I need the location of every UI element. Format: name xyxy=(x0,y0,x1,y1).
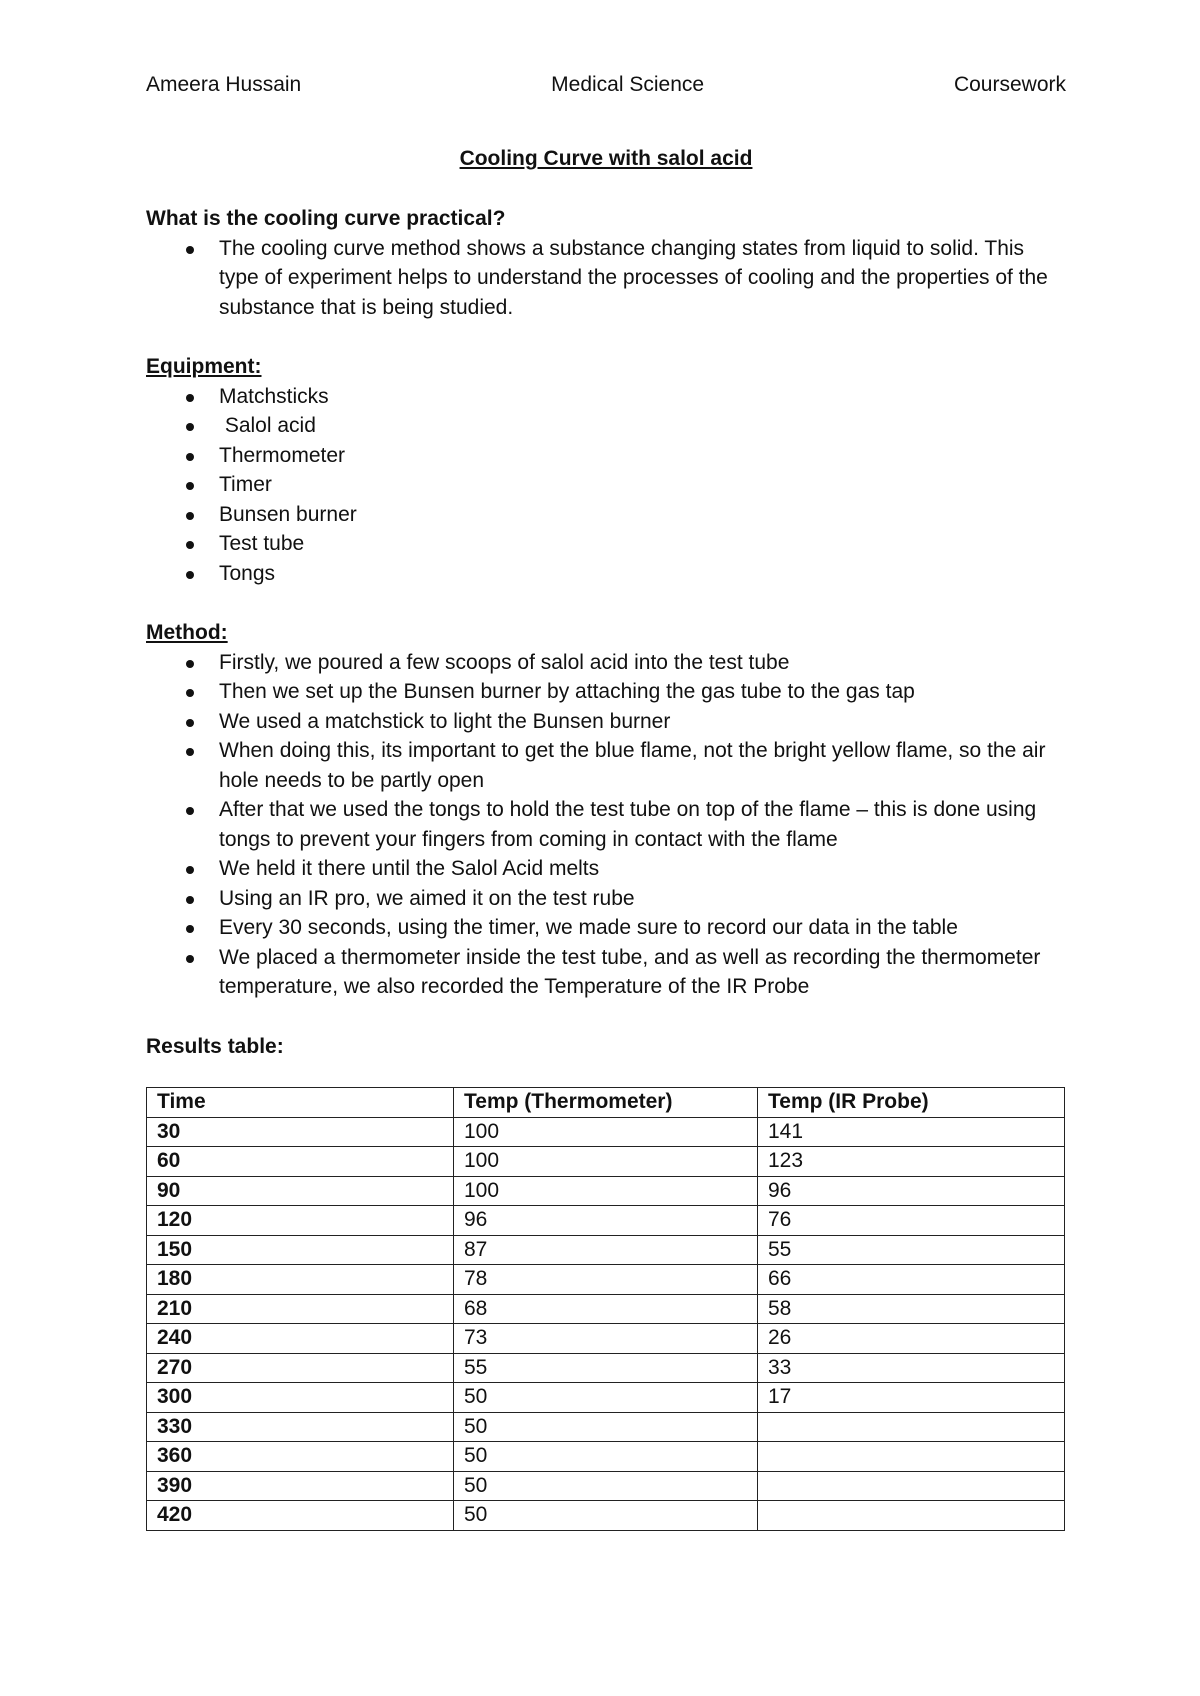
cell-thermometer-temp: 100 xyxy=(454,1176,758,1206)
table-row xyxy=(147,1501,1065,1531)
table-row xyxy=(147,1176,1065,1206)
method-step: Then we set up the Bunsen burner by attaching the gas tube to the gas tap xyxy=(146,677,1066,707)
table-row xyxy=(147,1235,1065,1265)
table-header-row xyxy=(147,1088,1065,1118)
cell-ir-probe-temp: 96 xyxy=(758,1176,1065,1206)
cell-time: 180 xyxy=(147,1265,454,1295)
method-list xyxy=(146,648,1066,1002)
cell-thermometer-temp: 50 xyxy=(454,1383,758,1413)
cell-thermometer-temp: 73 xyxy=(454,1324,758,1354)
cell-ir-probe-temp: 66 xyxy=(758,1265,1065,1295)
intro-list xyxy=(146,234,1066,323)
cell-thermometer-temp: 50 xyxy=(454,1501,758,1531)
cell-time: 360 xyxy=(147,1442,454,1472)
method-step: Using an IR pro, we aimed it on the test rube xyxy=(146,884,1066,914)
method-step: We used a matchstick to light the Bunsen burner xyxy=(146,707,1066,737)
cell-ir-probe-temp: 141 xyxy=(758,1117,1065,1147)
cell-time: 390 xyxy=(147,1471,454,1501)
header-author: Ameera Hussain xyxy=(146,73,302,96)
cell-time: 270 xyxy=(147,1353,454,1383)
equipment-item: Timer xyxy=(146,470,1066,500)
table-row xyxy=(147,1412,1065,1442)
cell-thermometer-temp: 50 xyxy=(454,1412,758,1442)
cell-thermometer-temp: 100 xyxy=(454,1147,758,1177)
table-row xyxy=(147,1353,1065,1383)
method-step: We placed a thermometer inside the test tube, and as well as recording the thermometer temperature, we also recorded the Temperature of the IR Probe xyxy=(146,943,1066,1002)
table-row xyxy=(147,1117,1065,1147)
column-header-time: Time xyxy=(147,1088,454,1118)
cell-ir-probe-temp: 123 xyxy=(758,1147,1065,1177)
column-header-thermometer: Temp (Thermometer) xyxy=(454,1088,758,1118)
table-row xyxy=(147,1324,1065,1354)
equipment-item: Matchsticks xyxy=(146,382,1066,412)
cell-thermometer-temp: 87 xyxy=(454,1235,758,1265)
results-table xyxy=(146,1087,1065,1531)
cell-thermometer-temp: 55 xyxy=(454,1353,758,1383)
table-row xyxy=(147,1147,1065,1177)
header-subject: Medical Science xyxy=(551,73,705,96)
cell-thermometer-temp: 96 xyxy=(454,1206,758,1236)
cell-time: 300 xyxy=(147,1383,454,1413)
intro-bullet: The cooling curve method shows a substance changing states from liquid to solid. This type of experiment helps to understand the processes of cooling and the properties of the substance that is being studied. xyxy=(146,234,1066,323)
table-row xyxy=(147,1294,1065,1324)
cell-time: 330 xyxy=(147,1412,454,1442)
cell-ir-probe-temp xyxy=(758,1471,1065,1501)
cell-ir-probe-temp: 17 xyxy=(758,1383,1065,1413)
equipment-item: Tongs xyxy=(146,559,1066,589)
table-row xyxy=(147,1442,1065,1472)
equipment-list xyxy=(146,382,1066,589)
table-row xyxy=(147,1265,1065,1295)
cell-time: 30 xyxy=(147,1117,454,1147)
cell-thermometer-temp: 78 xyxy=(454,1265,758,1295)
cell-time: 210 xyxy=(147,1294,454,1324)
column-header-ir-probe: Temp (IR Probe) xyxy=(758,1088,1065,1118)
method-step: After that we used the tongs to hold the test tube on top of the flame – this is done using tongs to prevent your fingers from coming in contact with the flame xyxy=(146,795,1066,854)
cell-time: 60 xyxy=(147,1147,454,1177)
table-row xyxy=(147,1471,1065,1501)
header-type: Coursework xyxy=(953,73,1066,96)
cell-ir-probe-temp xyxy=(758,1412,1065,1442)
cell-time: 150 xyxy=(147,1235,454,1265)
cell-ir-probe-temp: 33 xyxy=(758,1353,1065,1383)
equipment-item: Thermometer xyxy=(146,441,1066,471)
cell-time: 420 xyxy=(147,1501,454,1531)
cell-thermometer-temp: 100 xyxy=(454,1117,758,1147)
method-step: We held it there until the Salol Acid melts xyxy=(146,854,1066,884)
equipment-item: Salol acid xyxy=(146,411,1066,441)
method-step: Every 30 seconds, using the timer, we made sure to record our data in the table xyxy=(146,913,1066,943)
cell-time: 240 xyxy=(147,1324,454,1354)
cell-ir-probe-temp: 26 xyxy=(758,1324,1065,1354)
method-step: When doing this, its important to get the blue flame, not the bright yellow flame, so the air hole needs to be partly open xyxy=(146,736,1066,795)
cell-thermometer-temp: 68 xyxy=(454,1294,758,1324)
intro-heading: What is the cooling curve practical? xyxy=(146,207,506,230)
page-header xyxy=(146,70,1066,100)
cell-thermometer-temp: 50 xyxy=(454,1471,758,1501)
cell-ir-probe-temp xyxy=(758,1501,1065,1531)
document-page xyxy=(146,70,1066,1531)
equipment-item: Bunsen burner xyxy=(146,500,1066,530)
method-step: Firstly, we poured a few scoops of salol acid into the test tube xyxy=(146,648,1066,678)
cell-ir-probe-temp: 58 xyxy=(758,1294,1065,1324)
table-row xyxy=(147,1206,1065,1236)
results-heading: Results table: xyxy=(146,1034,284,1058)
document-title: Cooling Curve with salol acid xyxy=(459,147,753,170)
equipment-heading: Equipment: xyxy=(146,355,262,378)
cell-ir-probe-temp: 55 xyxy=(758,1235,1065,1265)
method-heading: Method: xyxy=(146,621,228,644)
cell-ir-probe-temp: 76 xyxy=(758,1206,1065,1236)
cell-ir-probe-temp xyxy=(758,1442,1065,1472)
table-row xyxy=(147,1383,1065,1413)
cell-thermometer-temp: 50 xyxy=(454,1442,758,1472)
cell-time: 120 xyxy=(147,1206,454,1236)
equipment-item: Test tube xyxy=(146,529,1066,559)
cell-time: 90 xyxy=(147,1176,454,1206)
